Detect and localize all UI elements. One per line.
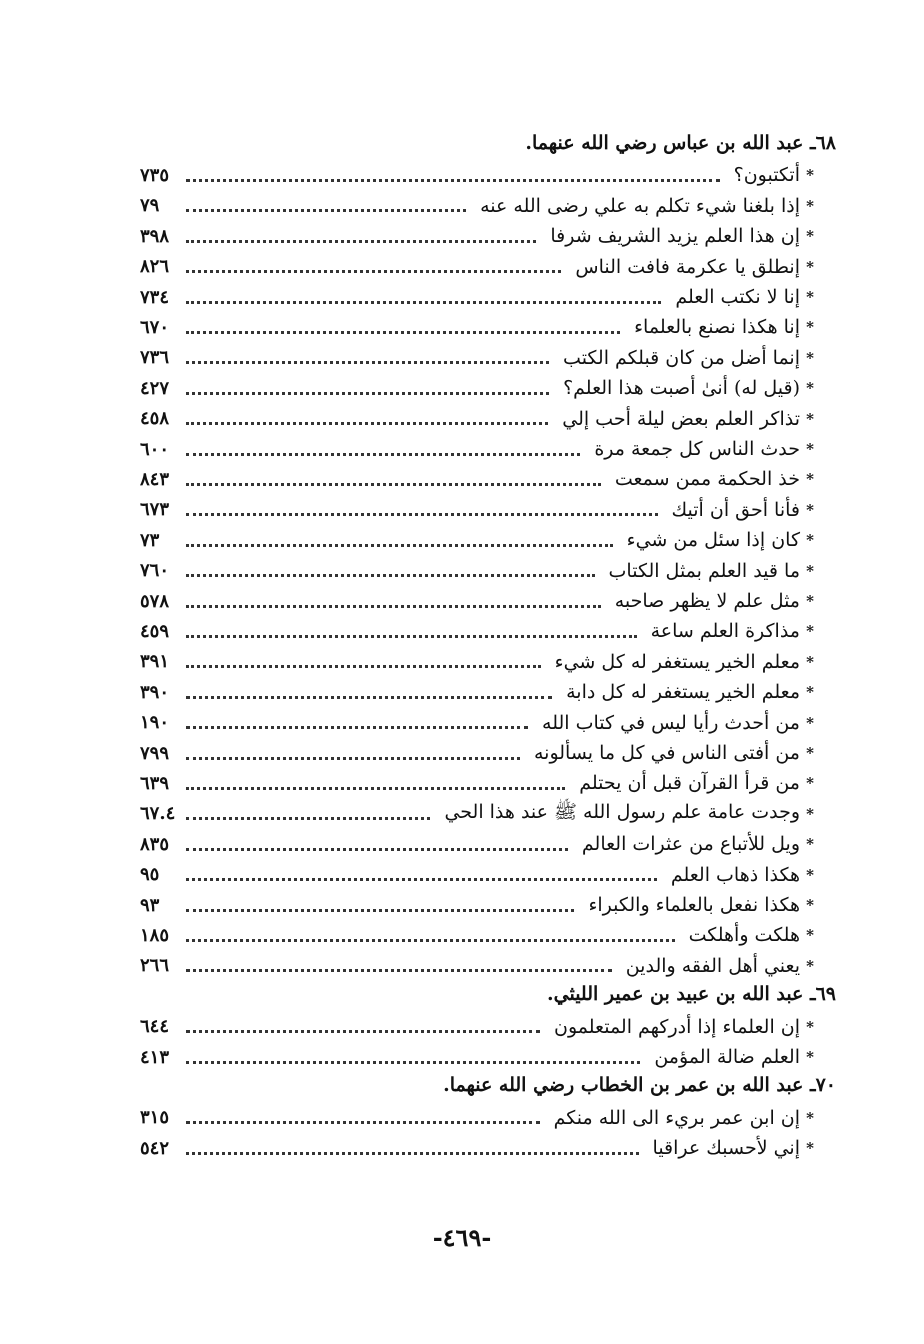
bullet-icon: * bbox=[806, 196, 814, 215]
entry-title: تذاكر العلم بعض ليلة أحب إلي bbox=[562, 407, 800, 430]
bullet-icon: * bbox=[806, 592, 814, 610]
index-entry bbox=[140, 525, 820, 555]
entry-page-number: ٦٧٠ bbox=[140, 316, 170, 338]
entry-title: هلكت وأهلكت bbox=[688, 924, 800, 947]
index-entry bbox=[140, 829, 820, 859]
dot-leader bbox=[186, 240, 536, 243]
entry-title: ما قيد العلم بمثل الكتاب bbox=[608, 559, 800, 582]
entry-page-number: ٧٣٥ bbox=[140, 164, 170, 186]
entry-page-number: ٧٩ bbox=[140, 195, 160, 217]
entry-title: إني لأحسبك عراقيا bbox=[652, 1137, 800, 1160]
entry-page-number: ٤١٣ bbox=[140, 1046, 170, 1068]
entry-page-number: ٣٩٠ bbox=[140, 681, 170, 703]
index-entry bbox=[140, 160, 820, 190]
section-heading: ٦٩ـ عبد الله بن عبيد بن عمير الليثي. bbox=[547, 983, 836, 1006]
dot-leader bbox=[186, 848, 568, 851]
index-entry bbox=[140, 495, 820, 525]
entry-title: هكذا ذهاب العلم bbox=[670, 863, 800, 886]
entry-page-number: ٥٤٢ bbox=[140, 1137, 170, 1159]
entry-page-number: ٥٧٨ bbox=[140, 590, 170, 612]
entry-title: إن هذا العلم يزيد الشريف شرفا bbox=[550, 225, 800, 248]
bullet-icon: * bbox=[806, 683, 814, 702]
entry-title: من أفتى الناس في كل ما يسألونه bbox=[533, 742, 800, 764]
bullet-icon: * bbox=[806, 561, 814, 580]
entry-page-number: ٦٠٠ bbox=[140, 438, 170, 460]
dot-leader bbox=[186, 817, 430, 820]
bullet-icon: * bbox=[806, 1048, 814, 1066]
entry-page-number: ٢٦٦ bbox=[140, 955, 170, 977]
bullet-icon: * bbox=[806, 896, 814, 914]
entry-title: فأنا أحق أن أتيك bbox=[671, 498, 800, 521]
entry-page-number: ٣١٥ bbox=[140, 1107, 170, 1129]
entry-title: حدث الناس كل جمعة مرة bbox=[594, 438, 800, 460]
bullet-icon: * bbox=[806, 835, 814, 854]
bullet-icon: * bbox=[806, 1108, 814, 1127]
entry-title: من قرأ القرآن قبل أن يحتلم bbox=[579, 772, 800, 795]
index-entry bbox=[140, 799, 820, 829]
entry-page-number: ٦٣٩ bbox=[140, 772, 170, 794]
dot-leader bbox=[186, 757, 520, 760]
entry-title: كان إذا سئل من شيء bbox=[626, 529, 800, 552]
entry-title: مثل علم لا يظهر صاحبه bbox=[614, 590, 800, 612]
index-entry bbox=[140, 221, 820, 251]
dot-leader bbox=[186, 361, 549, 364]
entry-page-number: ٦٧.٤ bbox=[140, 803, 176, 825]
index-entry bbox=[140, 191, 820, 221]
index-entry bbox=[140, 1042, 820, 1072]
bullet-icon: * bbox=[806, 622, 814, 641]
entry-title: خذ الحكمة ممن سمعت bbox=[614, 468, 800, 491]
entry-title: إن العلماء إذا أدركهم المتعلمون bbox=[554, 1015, 800, 1038]
dot-leader bbox=[186, 939, 675, 942]
entry-page-number: ٧٣٤ bbox=[140, 286, 170, 308]
bullet-icon: * bbox=[806, 257, 814, 276]
entry-title: إنا لا نكتب العلم bbox=[675, 286, 800, 308]
dot-leader bbox=[186, 878, 657, 881]
dot-leader bbox=[186, 1061, 640, 1064]
index-entry bbox=[140, 920, 820, 950]
index-entry bbox=[140, 890, 820, 920]
dot-leader bbox=[186, 270, 561, 273]
bullet-icon: * bbox=[806, 1139, 814, 1158]
dot-leader bbox=[186, 635, 637, 638]
entry-title: العلم ضالة المؤمن bbox=[654, 1046, 800, 1068]
index-entry bbox=[140, 556, 820, 586]
bullet-icon: * bbox=[806, 652, 814, 671]
dot-leader bbox=[186, 1152, 639, 1155]
entry-page-number: ٤٥٨ bbox=[140, 408, 170, 430]
entry-title: إنا هكذا نصنع بالعلماء bbox=[634, 316, 800, 339]
dot-leader bbox=[186, 909, 574, 912]
bullet-icon: * bbox=[806, 379, 814, 398]
bullet-icon: * bbox=[806, 227, 814, 246]
dot-leader bbox=[186, 513, 658, 516]
entry-page-number: ٧٣٦ bbox=[140, 347, 170, 369]
entry-page-number: ٨٣٥ bbox=[140, 833, 170, 855]
dot-leader bbox=[186, 1121, 540, 1124]
entry-title: (قيل له) أنىٰ أصبت هذا العلم؟ bbox=[563, 377, 800, 400]
entry-page-number: ٧٩٩ bbox=[140, 742, 170, 764]
index-entry bbox=[140, 677, 820, 707]
entry-page-number: ٤٥٩ bbox=[140, 620, 170, 642]
entry-title: يعني أهل الفقه والدين bbox=[625, 954, 800, 977]
entry-title: ويل للأتباع من عثرات العالم bbox=[581, 833, 800, 856]
entry-page-number: ٧٦٠ bbox=[140, 560, 170, 582]
entry-title: هكذا نفعل بالعلماء والكبراء bbox=[588, 894, 800, 916]
dot-leader bbox=[186, 179, 720, 182]
dot-leader bbox=[186, 453, 580, 456]
entry-title: إن ابن عمر بريء الى الله منكم bbox=[553, 1106, 800, 1129]
entry-page-number: ٦٤٤ bbox=[140, 1016, 170, 1038]
bullet-icon: * bbox=[806, 166, 814, 185]
entry-page-number: ١٨٥ bbox=[140, 924, 170, 946]
index-entry bbox=[140, 1103, 820, 1133]
index-entry bbox=[140, 404, 820, 434]
bullet-icon: * bbox=[806, 470, 814, 489]
index-entry bbox=[140, 343, 820, 373]
bullet-icon: * bbox=[806, 440, 814, 458]
bullet-icon: * bbox=[806, 865, 814, 884]
entry-title: معلم الخير يستغفر له كل شيء bbox=[554, 650, 800, 673]
bullet-icon: * bbox=[806, 1017, 814, 1036]
section-heading: ٧٠ـ عبد الله بن عمر بن الخطاب رضي الله عنهما. bbox=[443, 1074, 836, 1097]
entry-title: وجدت عامة علم رسول الله ﷺ عند هذا الحي bbox=[444, 800, 800, 823]
dot-leader bbox=[186, 969, 612, 972]
index-entry bbox=[140, 434, 820, 464]
index-entry bbox=[140, 282, 820, 312]
dot-leader bbox=[186, 331, 620, 334]
index-entry bbox=[140, 951, 820, 981]
index-entry bbox=[140, 464, 820, 494]
bullet-icon: * bbox=[806, 956, 814, 975]
index-entry bbox=[140, 768, 820, 798]
bullet-icon: * bbox=[806, 531, 814, 550]
entry-title: مذاكرة العلم ساعة bbox=[650, 620, 800, 643]
bullet-icon: * bbox=[806, 713, 814, 732]
dot-leader bbox=[186, 544, 613, 547]
entry-page-number: ١٩٠ bbox=[140, 712, 170, 734]
dot-leader bbox=[186, 209, 466, 212]
index-entry bbox=[140, 252, 820, 282]
dot-leader bbox=[186, 605, 601, 608]
dot-leader bbox=[186, 1030, 540, 1033]
bullet-icon: * bbox=[806, 926, 814, 945]
index-entry bbox=[140, 647, 820, 677]
entry-page-number: ٨٢٦ bbox=[140, 256, 170, 278]
dot-leader bbox=[186, 301, 661, 304]
index-entry bbox=[140, 312, 820, 342]
dot-leader bbox=[186, 392, 549, 395]
entry-page-number: ٦٧٣ bbox=[140, 499, 170, 521]
bullet-icon: * bbox=[806, 288, 814, 306]
entry-title: إنما أضل من كان قبلكم الكتب bbox=[563, 346, 800, 369]
entry-title: إنطلق يا عكرمة فافت الناس bbox=[575, 255, 800, 278]
dot-leader bbox=[186, 787, 565, 790]
dot-leader bbox=[186, 574, 595, 577]
entry-page-number: ٩٣ bbox=[140, 894, 160, 916]
entry-title: إذا بلغنا شيء تكلم به علي رضى الله عنه bbox=[480, 194, 800, 217]
entry-title: أتكتبون؟ bbox=[733, 164, 800, 187]
entry-page-number: ٨٤٣ bbox=[140, 468, 170, 490]
index-entry bbox=[140, 738, 820, 768]
bullet-icon: * bbox=[806, 774, 814, 793]
entry-page-number: ٩٥ bbox=[140, 864, 160, 886]
bullet-icon: * bbox=[806, 500, 814, 519]
entry-title: معلم الخير يستغفر له كل دابة bbox=[566, 681, 800, 704]
entry-title: من أحدث رأيا ليس في كتاب الله bbox=[542, 711, 800, 734]
entry-page-number: ٣٩١ bbox=[140, 651, 170, 673]
entry-page-number: ٤٢٧ bbox=[140, 377, 170, 399]
dot-leader bbox=[186, 726, 528, 729]
page-number: -٤٦٩- bbox=[432, 1223, 492, 1252]
index-entry bbox=[140, 708, 820, 738]
index-entry bbox=[140, 860, 820, 890]
section-heading: ٦٨ـ عبد الله بن عباس رضي الله عنهما. bbox=[525, 132, 836, 154]
bullet-icon: * bbox=[806, 318, 814, 337]
dot-leader bbox=[186, 696, 552, 699]
index-entry bbox=[140, 373, 820, 403]
bullet-icon: * bbox=[806, 409, 814, 428]
index-entry bbox=[140, 1012, 820, 1042]
index-entry bbox=[140, 586, 820, 616]
bullet-icon: * bbox=[806, 744, 814, 762]
dot-leader bbox=[186, 665, 541, 668]
index-entry bbox=[140, 1133, 820, 1163]
index-entry bbox=[140, 616, 820, 646]
bullet-icon: * bbox=[806, 804, 814, 823]
entry-page-number: ٣٩٨ bbox=[140, 225, 170, 247]
bullet-icon: * bbox=[806, 348, 814, 367]
dot-leader bbox=[186, 422, 548, 425]
dot-leader bbox=[186, 483, 601, 486]
entry-page-number: ٧٣ bbox=[140, 529, 160, 551]
